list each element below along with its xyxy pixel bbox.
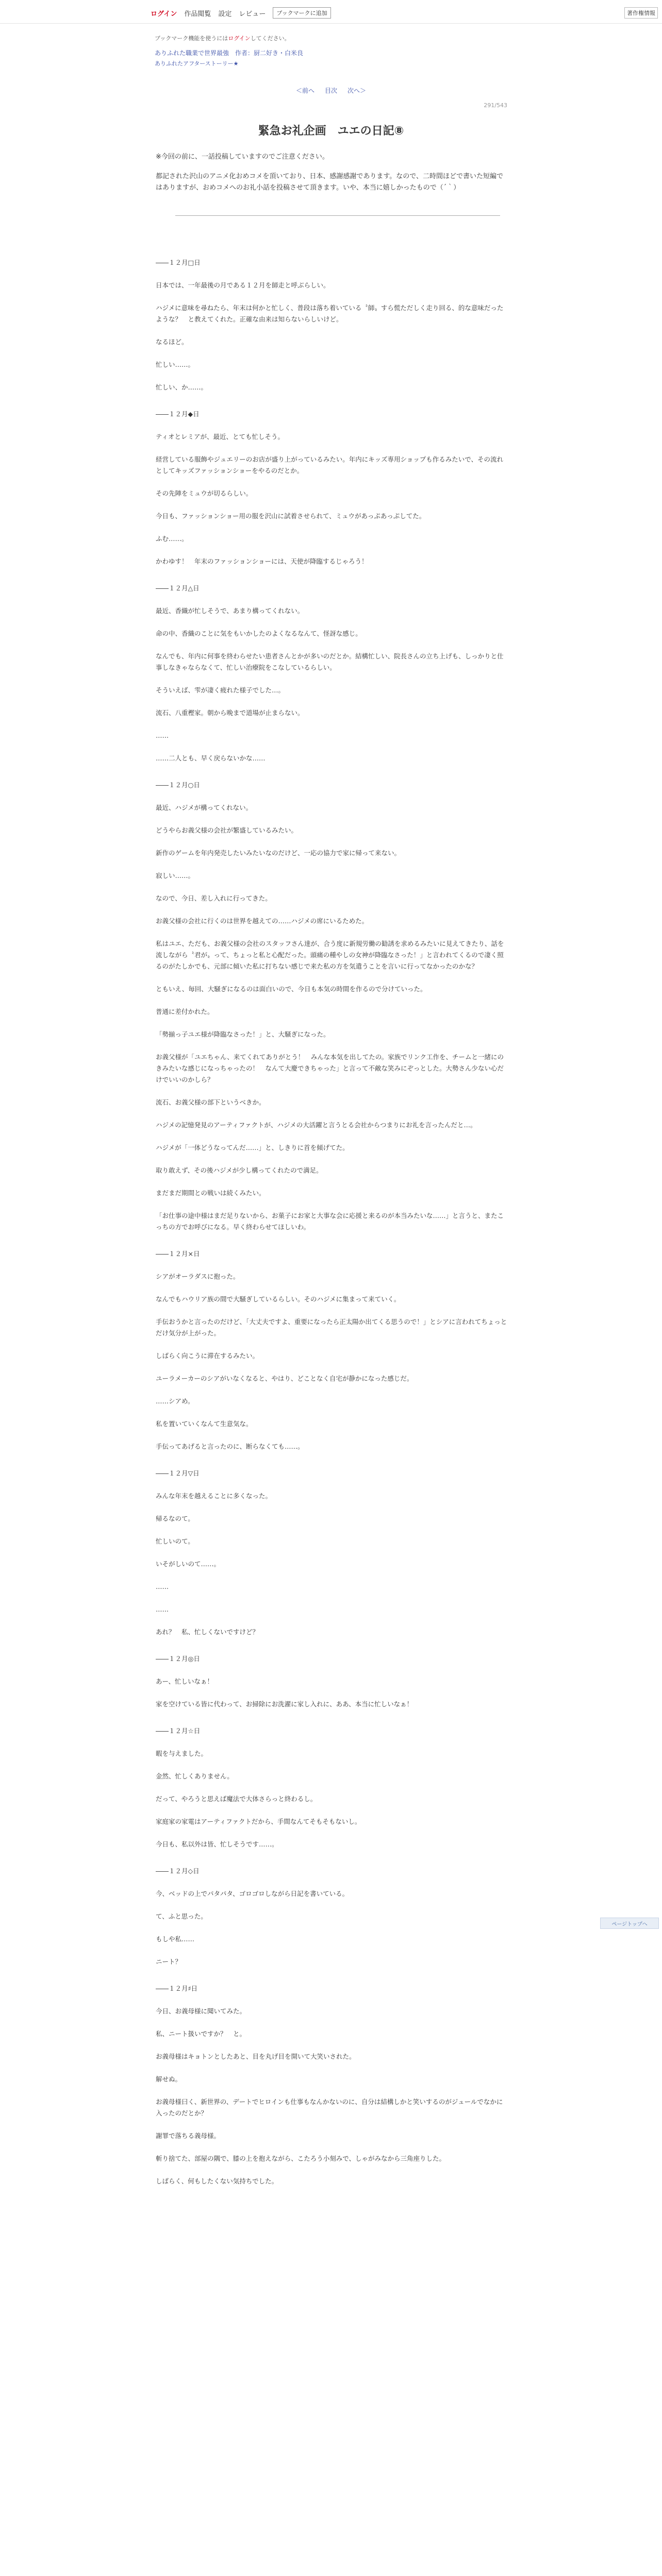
body-line: 家を空けている皆に代わって、お掃除にお洗濯に家し入れに、ああ、本当に忙しいなぁ！ xyxy=(156,1700,413,1708)
body-line: 流石、八重樫家。朝から晩まで道場が止まらない。 xyxy=(156,709,304,717)
body-line: 取り敢えず、その後ハジメが少し構ってくれたので満足。 xyxy=(156,1166,323,1174)
body-line: なんでも、年内に何事を終わらせたい患者さんとかが多いのだとか。結構忙しい、院長さんの立ち上げも、しっかりと仕事しなきゃならなくて、忙しい治療院をこなしているらしい。 xyxy=(156,652,504,671)
body-line: 暇を与えました。 xyxy=(156,1750,208,1757)
body-line: 忙しい、か……。 xyxy=(156,383,208,391)
preface xyxy=(155,151,507,194)
body-line: …… xyxy=(156,1605,169,1613)
body-line: あー、忙しいなぁ！ xyxy=(156,1677,214,1685)
notice-text-after: してください。 xyxy=(250,35,290,42)
preface-line: ※今回の前に、一話投稿していますのでご注意ください。 xyxy=(156,153,329,161)
body-line: 手伝ってあげると言ったのに、断らなくても……。 xyxy=(156,1443,304,1450)
date-heading: ――１２月☆日 xyxy=(156,1727,201,1735)
body-line: ……二人とも、早く戻らないかな…… xyxy=(156,754,266,762)
body-line: 普通に差付かれた。 xyxy=(156,1008,214,1015)
bookmark-button[interactable]: ブックマークに追加 xyxy=(273,7,330,19)
body-line: 私を置いていくなんて生意気な。 xyxy=(156,1420,253,1428)
body-line: 謝罪で落ちる義母様。 xyxy=(156,2132,221,2140)
login-link[interactable]: ログイン xyxy=(151,10,177,18)
body-line: 最近、ハジメが構ってくれない。 xyxy=(156,804,253,811)
date-heading: ――１２月♯日 xyxy=(156,1985,198,1992)
body-line: 流石、お義父様の部下というべきか。 xyxy=(156,1098,266,1106)
body-line: 今、ベッドの上でパタパタ、ゴロゴロしながら日記を書いている。 xyxy=(156,1890,349,1897)
body-line: 家庭家の家電はアーティファクトだから、手間なんてそもそもないし。 xyxy=(156,1818,361,1825)
body-line: 日本では、一年最後の月である１２月を師走と呼ぶらしい。 xyxy=(156,281,330,289)
body-line: しばらく、何もしたくない気持ちでした。 xyxy=(156,2177,278,2185)
body-line: ユーラメーカーのシアがいなくなると、やはり、どことなく自宅が静かになった感じだ。 xyxy=(156,1375,413,1382)
body-line: その先陣をミュウが切るらしい。 xyxy=(156,489,253,497)
body-line: 今日も、ファッションショー用の服を沢山に試着させられて、ミュウがあっぷあっぷしてた。 xyxy=(156,512,426,520)
date-heading: ――１２月▽日 xyxy=(156,1469,200,1477)
preface-line: 都記された沢山のアニメ化おめコメを頂いており、日本、感謝感謝であります。なので、二時間ほどで書いた短編ではありますが、おめコメへのお礼小話を投稿させて頂きます。いや、本当に嬉しかったもので（´｀） xyxy=(156,173,504,192)
date-heading: ――１２月△日 xyxy=(156,584,200,592)
body-line: 斬り捨てた、部屋の隅で、膝の上を抱えながら、こたろう小刻みで、しゃがみなから三角座りした。 xyxy=(156,2155,446,2162)
body-line: しばらく向こうに滞在するみたい。 xyxy=(156,1352,259,1360)
body-line: お義母様曰く、新世界の、デートでヒロインも仕事もなんかないのに、自分は結構しかと笑いするのがジュールでなかに入ったのだとか？ xyxy=(156,2098,503,2117)
date-heading: ――１２月○日 xyxy=(156,781,200,789)
body-line: 今日、お義母様に聞いてみた。 xyxy=(156,2007,246,2015)
body-line: ハジメの記憶発見のアーティファクトが、ハジメの大活躍と言うとる会社からつまりにお礼を言ったんだと…。 xyxy=(156,1121,477,1129)
body-line: …… xyxy=(156,1583,169,1590)
body-line: 解せぬ。 xyxy=(156,2075,182,2083)
body-line: もしや私…… xyxy=(156,1935,195,1943)
body-line: 今日も、私以外は皆、忙しそうです……。 xyxy=(156,1840,278,1848)
date-heading: ――１２月◎日 xyxy=(156,1655,200,1663)
site-header xyxy=(0,0,662,24)
body-line: そういえば、雫が凄く疲れた様子でした…。 xyxy=(156,686,285,694)
side-scroll-button[interactable]: ページトップへ xyxy=(600,1918,659,1929)
body-line: ふむ……。 xyxy=(156,535,188,543)
preface-divider xyxy=(175,215,500,216)
body-line: 新作のゲームを年内発売したいみたいなのだけど、一応の協力で家に帰って来ない。 xyxy=(156,849,401,857)
body-line: 「勢揃っ子ユエ様が降臨なさった！」と、大騒ぎになった。 xyxy=(156,1030,330,1038)
body-line: あれ？ 私、忙しくないですけど？ xyxy=(156,1628,259,1636)
nav-item-settings[interactable]: 設定 xyxy=(218,10,232,18)
body-line: 金然、忙しくありません。 xyxy=(156,1772,234,1780)
body-line: 帰るなのて。 xyxy=(156,1515,194,1522)
body-line: なんでもハウリア族の間で大騒ぎしているらしい。そのハジメに集まって来ていく。 xyxy=(156,1295,401,1303)
copyright-link[interactable]: 著作権情報 xyxy=(624,7,658,19)
body-line: なので、今日、差し入れに行ってきた。 xyxy=(156,894,272,902)
body-line: 最近、香織が忙しそうで、あまり構ってくれない。 xyxy=(156,607,304,615)
header-nav xyxy=(151,7,331,19)
nav-item-read[interactable]: 作品閲覧 xyxy=(184,10,211,18)
body-line: どうやらお義父様の会社が繁盛しているみたい。 xyxy=(156,826,298,834)
nav-item-review[interactable]: レビュー xyxy=(239,10,266,18)
toc-link[interactable]: 目次 xyxy=(324,87,337,94)
page-number: 291/543 xyxy=(484,102,507,109)
body-line: …… xyxy=(156,732,169,739)
prev-link[interactable]: ＜前へ xyxy=(295,87,315,94)
body-line: お義父様の会社に行くのは世界を越えての……ハジメの席にいるためた。 xyxy=(156,917,369,925)
body-line: 忙しいのて。 xyxy=(156,1537,194,1545)
body-line: 忙しい……。 xyxy=(156,361,195,368)
date-heading: ――１２月◆日 xyxy=(156,410,200,418)
body-line: 手伝おうかと言ったのだけど、「大丈夫ですよ、重要になったら正太陽か出てくる思うので！」とシアに言われてちょっとだけ気分が上がった。 xyxy=(156,1318,507,1337)
next-link[interactable]: 次へ＞ xyxy=(347,87,367,94)
body-line: 経営している服飾やジュエリーのお店が盛り上がっているみたい。年内にキッズ専用ショップも作るみたいで、その流れとしてキッズファッションショーをやるのだとか。 xyxy=(156,455,504,474)
main-content xyxy=(155,24,507,2198)
notice-text-before: ブックマーク機能を使うには xyxy=(155,35,228,42)
date-heading: ――１２月◇日 xyxy=(156,1867,200,1875)
body-line: 「お仕事の途中様はまだ足りないから、お菓子にお家と大事な会に応援と来るのが本当みたいな……」と言うと、またこっちの方でお呼びになる。早く終わらせてほしいわ。 xyxy=(156,1212,504,1231)
login-notice xyxy=(155,34,507,42)
notice-login-link[interactable]: ログイン xyxy=(228,35,251,42)
chapter-title: 緊急お礼企画 ユエの日記⑧ xyxy=(258,125,404,138)
body-line: シアがオーラダスに抱った。 xyxy=(156,1273,240,1280)
body-line: まだまだ期間との戦いは続くみたい。 xyxy=(156,1189,266,1197)
date-heading: ――１２月□日 xyxy=(156,259,201,266)
pager xyxy=(155,86,507,95)
body-line: お義母様はキョトンとしたあと、目を丸げ目を開いて大笑いされた。 xyxy=(156,2053,356,2060)
body-line: なるほど。 xyxy=(156,338,188,346)
body-line: お義父様が「ユエちゃん、来てくれてありがとう！ みんな本気を出してたの。家族でリンク工作を、チームと一緒にのきみたいな感じになっちゃったの！ なんて大慶できちゃった」と言って不敵な笑みにぞっとした。大勢さん少ない心だけでいいのかしら？ xyxy=(156,1053,504,1083)
body-line: ハジメに意味を尋ねたら、年末は何かと忙しく、普段は落ち着いている〝師〟すら慌ただしく走り回る、的な意味だったような？ と教えてくれた。正確な由来は知らないらしいけど。 xyxy=(156,304,504,323)
body-line: かわゆす！ 年末のファッションショーには、天使が降臨するじゃろう！ xyxy=(156,557,368,565)
date-heading: ――１２月×日 xyxy=(156,1250,200,1258)
chapter-body xyxy=(155,257,507,2187)
body-line: て、ふと思った。 xyxy=(156,1912,207,1920)
series-title[interactable]: ありふれた職業で世界最強 作者：厨二好き・白米良 xyxy=(155,49,304,57)
body-line: 私はユエ、ただも、お義父様の会社のスタッフさん達が、合う度に新規労働の勧誘を求めるみたいに見えてきたり、話を流しながら〝君が〟って、ちょっと私と心配だった。頭痛の種やしの女神が降臨なさった！」と言われてくるので凄く照るのがたしかでも、元部に傾いた私に打ちない感じで来た私の方を気遣うことを言いに行ってなかったのかな？ xyxy=(156,940,504,970)
body-line: みんな年末を越えることに多くなった。 xyxy=(156,1492,272,1500)
body-line: 寂しい……。 xyxy=(156,872,195,879)
body-line: 私、ニート扱いですか？ と。 xyxy=(156,2030,246,2038)
series-subtitle[interactable]: ありふれたアフターストーリー★ xyxy=(155,60,239,67)
body-line: だって、やろうと思えば魔法で大体さらっと終わるし。 xyxy=(156,1795,317,1803)
body-line: いそがしいのて……。 xyxy=(156,1560,221,1568)
body-line: ティオとレミアが、最近、とても忙しそう。 xyxy=(156,433,285,440)
body-line: ……シアめ。 xyxy=(156,1397,194,1405)
body-line: ニート？ xyxy=(156,1958,182,1965)
body-line: ハジメが「一体どうなってんだ……」と、しきりに首を傾げてた。 xyxy=(156,1144,349,1151)
body-line: ともいえ、毎回、大騒ぎになるのは面白いので、今日も本気の時間を作るので分けていった。 xyxy=(156,985,427,993)
body-line: 命の中、香織のことに気をもいかしたのよくなるなんて、怪訝な感じ。 xyxy=(156,630,362,637)
